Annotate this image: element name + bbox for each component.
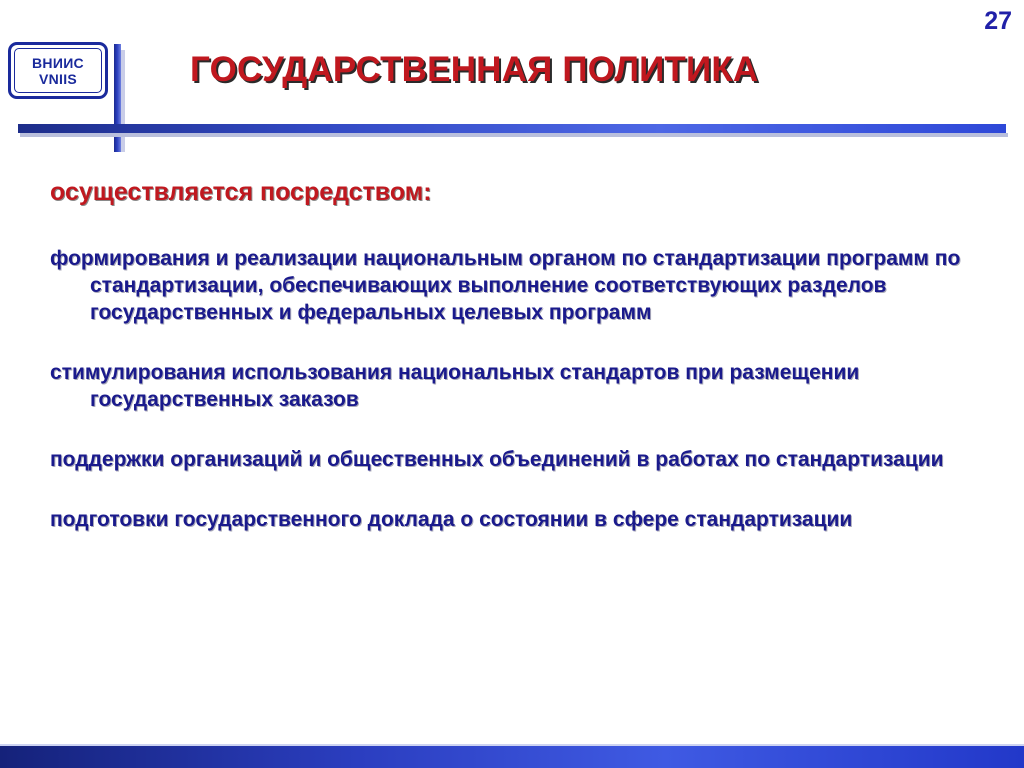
- slide-content: [50, 175, 980, 566]
- logo-text-latin: VNIIS: [38, 70, 78, 87]
- title-underline-bar: [18, 124, 1006, 133]
- list-item: стимулирования использования национальных стандартов при размещении государственных заказов: [50, 361, 860, 411]
- policy-list: [50, 245, 980, 533]
- slide-number: 27: [984, 7, 1012, 35]
- list-item: поддержки организаций и общественных объединений в работах по стандартизации: [50, 448, 944, 471]
- footer-bar: [0, 746, 1024, 768]
- logo-frame: [14, 48, 102, 93]
- title-underline-shadow: [20, 133, 1008, 137]
- vniis-logo: [8, 42, 108, 99]
- list-item: формирования и реализации национальным органом по стандартизации программ по стандартизации, обеспечивающих выполнение соответствующих разделов государственных и федеральных целевых программ: [50, 247, 961, 324]
- list-item: подготовки государственного доклада о состоянии в сфере стандартизации: [50, 508, 853, 531]
- lead-text: осуществляется посредством:: [50, 178, 432, 206]
- slide-title: ГОСУДАРСТВЕННАЯ ПОЛИТИКА: [190, 50, 759, 89]
- logo-text-cyrillic: ВНИИС: [32, 54, 84, 71]
